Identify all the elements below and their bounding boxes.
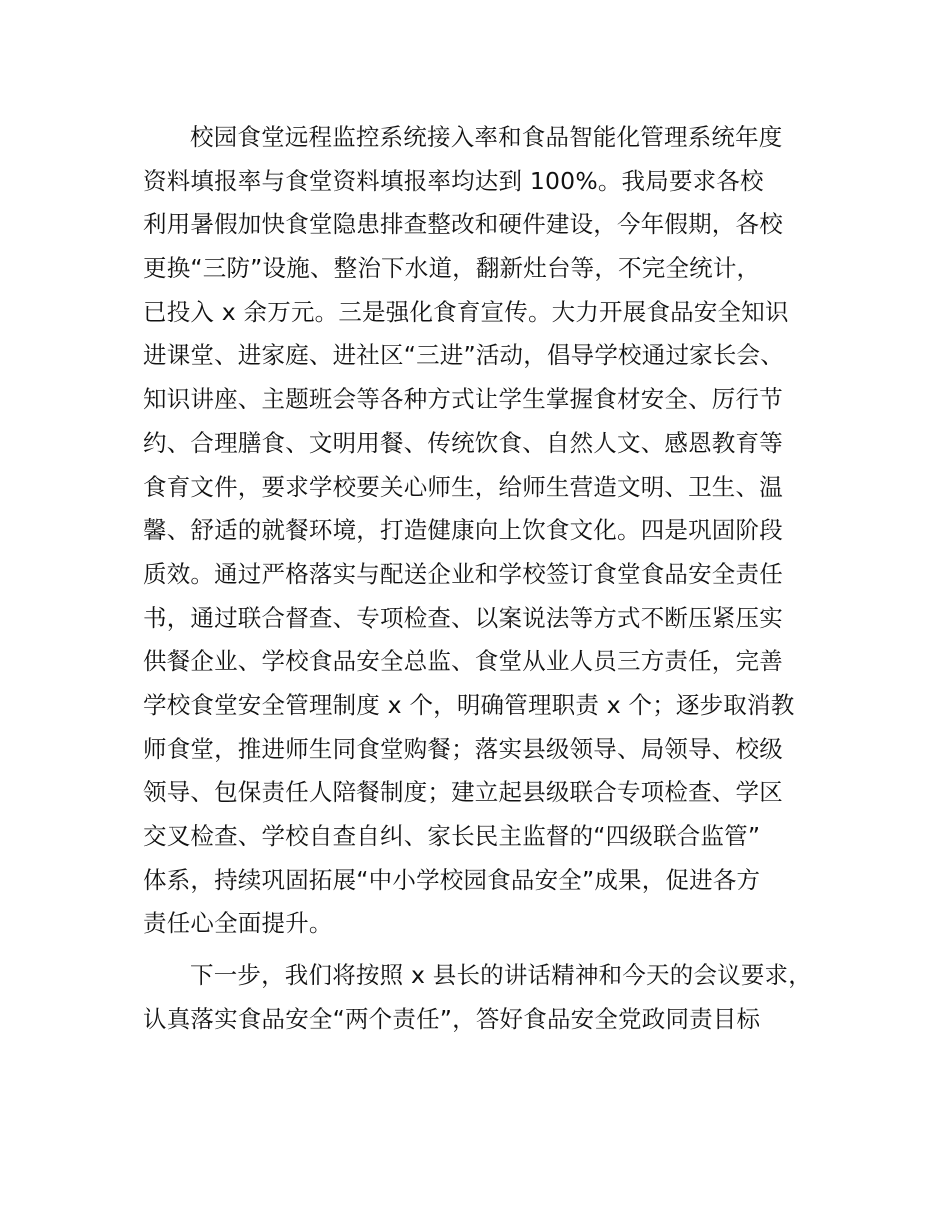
text-line: 更换“三防”设施、整治下水道，翻新灶台等，不完全统计， [143, 254, 761, 283]
paragraph-spacer [143, 946, 843, 954]
text-line: 知识讲座、主题班会等各种方式让学生掌握食材安全、厉行节 [143, 385, 783, 414]
text-line: 书，通过联合督查、专项检查、以案说法等方式不断压紧压实 [143, 603, 783, 632]
text-line: 进课堂、进家庭、进社区“三进”活动，倡导学校通过家长会、 [143, 341, 784, 370]
text-line: 质效。通过严格落实与配送企业和学校签订食堂食品安全责任 [143, 559, 783, 588]
text-line: 供餐企业、学校食品安全总监、食堂从业人员三方责任，完善 [143, 647, 783, 676]
text-line: 资料填报率与食堂资料填报率均达到 100%。我局要求各校 [143, 166, 764, 195]
paragraph-2 [143, 954, 843, 1041]
text-line: 责任心全面提升。 [143, 909, 333, 938]
text-line: 师食堂，推进师生同食堂购餐；落实县级领导、局领导、校级 [143, 734, 783, 763]
text-line: 学校食堂安全管理制度 x 个，明确管理职责 x 个；逐步取消教 [143, 690, 795, 719]
text-line: 认真落实食品安全“两个责任”，答好食品安全党政同责目标 [143, 1004, 761, 1033]
body-text [143, 116, 843, 1041]
text-line: 交叉检查、学校自查自纠、家长民主监督的“四级联合监管” [143, 822, 761, 850]
text-line: 已投入 x 余万元。三是强化食育宣传。大力开展食品安全知识 [143, 297, 789, 326]
text-line: 领导、包保责任人陪餐制度；建立起县级联合专项检查、学区 [143, 778, 783, 807]
text-line: 食育文件，要求学校要关心师生，给师生营造文明、卫生、温 [143, 472, 783, 501]
text-line: 下一步，我们将按照 x 县长的讲话精神和今天的会议要求， [190, 961, 812, 990]
paragraph-1 [143, 116, 843, 946]
text-line: 约、合理膳食、文明用餐、传统饮食、自然人文、感恩教育等 [143, 428, 783, 457]
text-line: 馨、舒适的就餐环境，打造健康向上饮食文化。四是巩固阶段 [143, 516, 783, 545]
text-line: 校园食堂远程监控系统接入率和食品智能化管理系统年度 [190, 123, 783, 151]
text-line: 体系，持续巩固拓展“中小学校园食品安全”成果，促进各方 [143, 865, 761, 894]
text-line: 利用暑假加快食堂隐患排查整改和硬件建设，今年假期，各校 [143, 210, 783, 239]
